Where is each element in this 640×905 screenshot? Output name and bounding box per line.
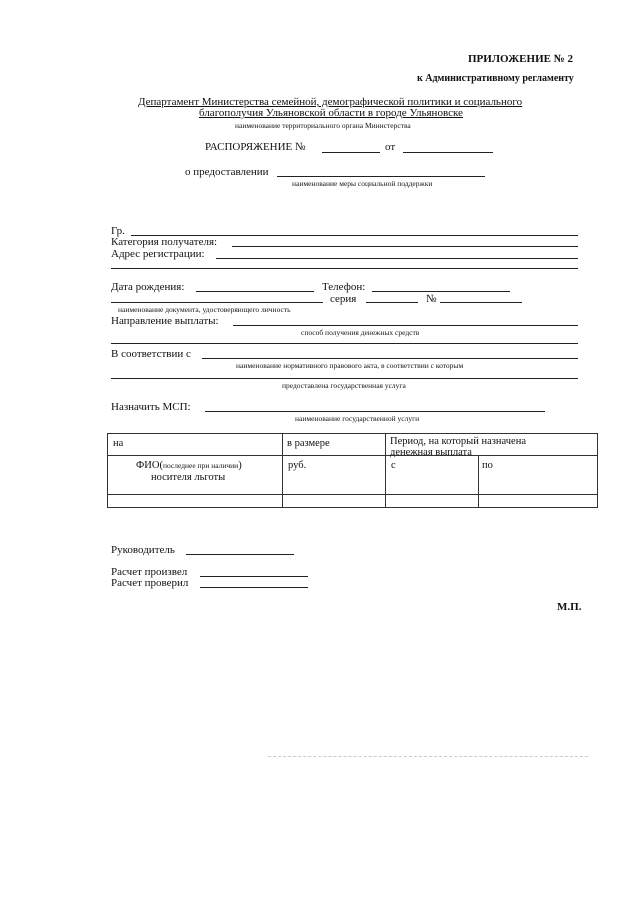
number-line[interactable]: [440, 302, 522, 303]
service-caption: предоставлена государственная услуга: [282, 381, 406, 390]
provision-line[interactable]: [277, 176, 485, 177]
head-label: Руководитель: [111, 544, 175, 556]
scan-artifact-line: [268, 756, 588, 757]
birth-date-line[interactable]: [196, 291, 314, 292]
citizen-label: Гр.: [111, 225, 125, 237]
category-line[interactable]: [232, 246, 578, 247]
according-line-2[interactable]: [111, 378, 578, 379]
head-signature-line[interactable]: [186, 554, 294, 555]
department-line-2: благополучия Ульяновской области в городе Ульяновске: [199, 107, 463, 119]
phone-label: Телефон:: [322, 281, 366, 293]
provision-label: о предоставлении: [185, 166, 269, 178]
category-label: Категория получателя:: [111, 236, 218, 248]
calculated-signature-line[interactable]: [200, 576, 308, 577]
payment-line-2[interactable]: [111, 343, 578, 344]
checked-signature-line[interactable]: [200, 587, 308, 588]
checked-label: Расчет проверил: [111, 577, 189, 589]
assign-caption: наименование государственной услуги: [295, 414, 420, 423]
order-number-line[interactable]: [322, 152, 380, 153]
table-period-from[interactable]: с: [391, 460, 396, 471]
payment-direction-label: Направление выплаты:: [111, 315, 219, 327]
table-fio-line-2: носителя льготы: [151, 472, 226, 483]
address-line[interactable]: [216, 258, 578, 259]
order-date-line[interactable]: [403, 152, 493, 153]
birth-date-label: Дата рождения:: [111, 281, 185, 293]
document-caption: наименование документа, удостоверяющего личность: [118, 305, 291, 314]
address-line-2[interactable]: [111, 268, 578, 269]
document-line[interactable]: [111, 302, 323, 303]
department-caption: наименование территориального органа Министерства: [235, 121, 411, 130]
according-line[interactable]: [202, 358, 578, 359]
assign-label: Назначить МСП:: [111, 401, 191, 413]
table-period-to[interactable]: по: [482, 460, 493, 471]
regulation-ref: к Административному регламенту: [417, 73, 574, 84]
table-header-on: на: [113, 438, 124, 449]
address-label: Адрес регистрации:: [111, 248, 205, 260]
table-fio-cell: ФИО(последнее при наличии): [136, 460, 242, 471]
table-header-amount: в размере: [287, 438, 330, 449]
phone-line[interactable]: [372, 291, 510, 292]
table-header-period: Период, на который назначена денежная выплата: [390, 436, 526, 458]
calculated-label: Расчет произвел: [111, 566, 188, 578]
department-line-1: Департамент Министерства семейной, демографической политики и социального: [138, 96, 523, 108]
seal-mark: М.П.: [557, 601, 582, 613]
number-label: №: [426, 293, 437, 305]
order-date-label: от: [385, 141, 396, 153]
series-line[interactable]: [366, 302, 418, 303]
payment-direction-line[interactable]: [233, 325, 578, 326]
assign-line[interactable]: [205, 411, 545, 412]
according-label: В соответствии с: [111, 348, 191, 360]
act-caption: наименование нормативного правового акта, в соответствии с которым: [236, 361, 464, 370]
appendix-title: ПРИЛОЖЕНИЕ № 2: [468, 53, 574, 65]
order-title: РАСПОРЯЖЕНИЕ №: [205, 141, 306, 153]
payment-caption: способ получения денежных средств: [301, 328, 420, 337]
provision-caption: наименование меры социальной поддержки: [292, 179, 433, 188]
table-rub-cell[interactable]: руб.: [288, 460, 307, 471]
series-label: серия: [330, 293, 357, 305]
